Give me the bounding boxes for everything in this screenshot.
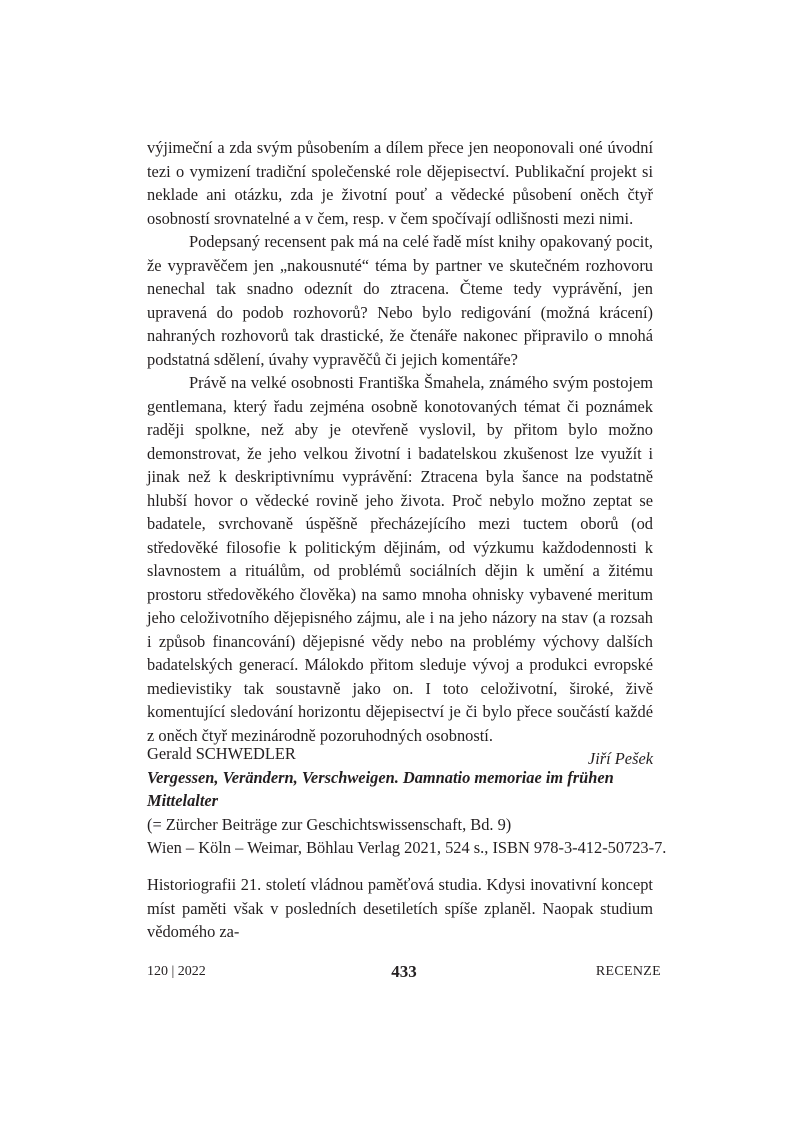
- book-title: Vergessen, Verändern, Verschweigen. Damnatio memoriae im frühen Mittelalter: [147, 767, 614, 810]
- paragraph: Historiografii 21. století vládnou paměťová studia. Kdysi inovativní koncept míst paměti však v posledních desetiletích spíše zplaněl. Naopak studium vědomého za-: [147, 875, 653, 941]
- page-footer: [147, 962, 661, 986]
- section-label: RECENZE: [595, 964, 661, 979]
- book-publication-info: Wien – Köln – Weimar, Böhlau Verlag 2021, 524 s., ISBN 978-3-412-50723-7.: [147, 838, 667, 857]
- reviewer-signature: Jiří Pešek: [587, 749, 653, 768]
- issue-label: 120 | 2022: [147, 964, 206, 979]
- review-bibliographic-header: [147, 742, 667, 860]
- paragraph: výjimeční a zda svým působením a dílem přece jen neoponovali oné úvodní tezi o vymizení tradiční společenské role dějepisectví. Publikační projekt si neklade ani otázku, zda je životní pouť a vědecké působení oněch čtyř osobností srovnatelné a v čem, resp. v čem spočívají odlišnosti mezi nimi.: [147, 138, 653, 228]
- paragraph: Podepsaný recensent pak má na celé řadě míst knihy opakovaný pocit, že vypravěčem jen „nakousnuté“ téma by partner ve skutečném rozhovoru nenechal tak snadno odeznít do ztracena. Čteme tedy vyprávění, jen upravená do podob rozhovorů? Nebo bylo redigování (možná krácení) nahraných rozhovorů tak drastické, že čtenáře nakonec připravilo o mnohá podstatná sdělení, úvahy vypravěčů či jejich komentáře?: [147, 232, 653, 369]
- review-body: [147, 136, 653, 771]
- book-series: (= Zürcher Beiträge zur Geschichtswissenschaft, Bd. 9): [147, 814, 512, 834]
- review-intro: [147, 873, 653, 944]
- book-author: Gerald SCHWEDLER: [147, 744, 296, 763]
- page-number: 433: [391, 962, 417, 981]
- paragraph: Právě na velké osobnosti Františka Šmahela, známého svým postojem gentlemana, který řadu zejména osobně konotovaných témat či poznámek raději spolkne, než aby je otevřeně vyslovil, by přitom bylo možno demonstrovat, že jeho velkou životní i badatelskou zkušenost lze využít i jinak než k deskriptivnímu vyprávění: Ztracena byla šance na podstatně hlubší hovor o vědecké rovině jeho života. Proč nebylo možno zeptat se badatele, svrchovaně úspěšně přecházejícího mezi tuctem oborů (od středověké filosofie k politickým dějinám, od výzkumu každodennosti k slavnostem a rituálům, od problémů sociálních dějin k umění a žitému prostoru středověkého člověka) na samo mnoha ohnisky vybavené meritum jeho celoživotního dějepisného zájmu, ale i na jeho názory na stav (a rozsah i způsob financování) dějepisné vědy nebo na problémy výchovy dalších badatelských generací. Málokdo přitom sleduje vývoj a produkci evropské medievistiky tak soustavně jako on. I toto celoživotní, široké, živě komentující sledování horizontu dějepisectví je či bylo přece součástí každé z oněch čtyř mezinárodně pozoruhodných osobností.: [147, 373, 653, 745]
